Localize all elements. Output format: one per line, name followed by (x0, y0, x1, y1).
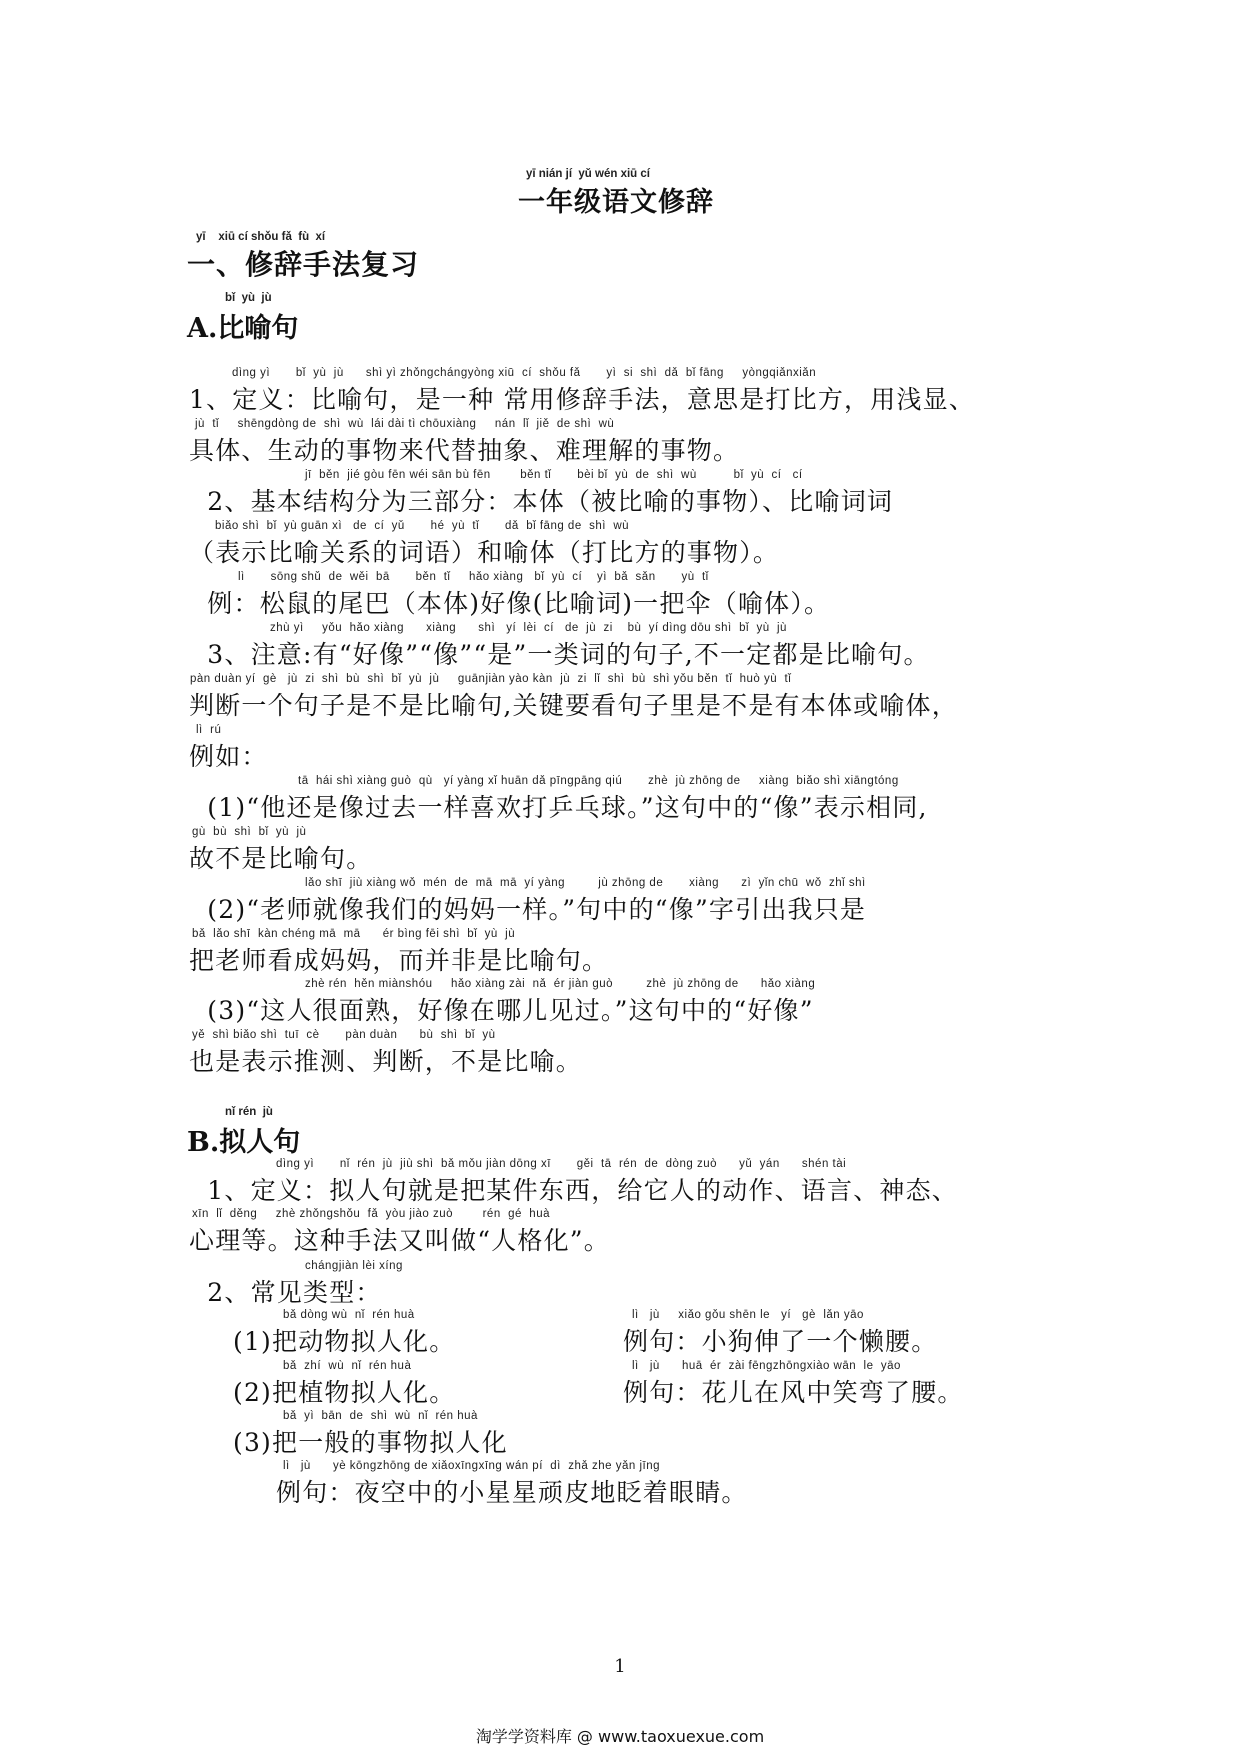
text-line: (3)“这人很面熟，好像在哪儿见过。”这句中的“好像” (189, 996, 814, 1025)
subsection-b-pinyin: nǐ rén jù (225, 1106, 273, 1118)
type-item: (3)把一般的事物拟人化 (233, 1428, 508, 1457)
text-line: 1、定义：拟人句就是把某件东西，给它人的动作、语言、神态、 (189, 1176, 959, 1205)
type-item: (2)把植物拟人化。 (233, 1378, 456, 1407)
pinyin-line: zhè rén hěn miànshóu hǎo xiàng zài nǎ ér jiàn guò zhè jù zhōng de hǎo xiàng (305, 978, 816, 990)
pinyin-line: bǎ dòng wù nǐ rén huà (283, 1309, 415, 1321)
text-line: 把老师看成妈妈，而并非是比喻句。 (189, 946, 609, 975)
type-item: (1)把动物拟人化。 (233, 1327, 456, 1356)
text-line: 例：松鼠的尾巴（本体)好像(比喻词)一把伞（喻体）。 (189, 589, 831, 618)
pinyin-line: chángjiàn lèi xíng (305, 1260, 403, 1272)
text-line: (2)“老师就像我们的妈妈一样。”句中的“像”字引出我只是 (189, 895, 867, 924)
pinyin-line: jù tǐ shēngdòng de shì wù lái dài tì chōuxiàng nán lǐ jiě de shì wù (195, 418, 615, 430)
text-line: 1、定义：比喻句，是一种 常用修辞手法，意思是打比方，用浅显、 (189, 385, 976, 414)
pinyin-line: lì jù xiǎo gǒu shēn le yí gè lǎn yāo (632, 1309, 864, 1321)
pinyin-line: lì sōng shǔ de wěi bā běn tǐ hǎo xiàng bǐ yù cí yì bǎ sǎn yù tǐ (238, 571, 709, 583)
text-line: 2、基本结构分为三部分：本体（被比喻的事物）、比喻词词 (189, 487, 894, 516)
pinyin-line: lì jù huā ér zài fēngzhōngxiào wān le yāo (632, 1360, 901, 1372)
pinyin-line: bǎ yì bān de shì wù nǐ rén huà (283, 1410, 478, 1422)
pinyin-line: pàn duàn yí gè jù zi shì bù shì bǐ yù jù guānjiàn yào kàn jù zi lǐ shì bù shì yǒu běn tǐ huò yù tǐ (190, 673, 792, 685)
text-line: 3、注意:有“好像”“像”“是”一类词的句子,不一定都是比喻句。 (189, 640, 930, 669)
text-line: （表示比喻关系的词语）和喻体（打比方的事物）。 (189, 538, 780, 567)
pinyin-line: lì jù yè kōngzhōng de xiǎoxīngxīng wán pí dì zhǎ zhe yǎn jīng (283, 1460, 661, 1472)
text-line: 判断一个句子是不是比喻句,关键要看句子里是不是有本体或喻体， (189, 691, 958, 720)
text-line: (1)“他还是像过去一样喜欢打乒乓球。”这句中的“像”表示相同, (189, 793, 928, 822)
text-line: 心理等。这种手法又叫做“人格化”。 (189, 1226, 610, 1255)
example-sentence: 例句：花儿在风中笑弯了腰。 (623, 1378, 964, 1407)
text-line: 故不是比喻句。 (189, 844, 373, 873)
pinyin-line: bǎ lǎo shī kàn chéng mā mā ér bìng fēi shì bǐ yù jù (192, 928, 516, 940)
page-number: 1 (614, 1656, 626, 1677)
text-line: 例如： (189, 742, 268, 771)
pinyin-line: xīn lǐ děng zhè zhǒngshǒu fǎ yòu jiào zuò rén gé huà (192, 1208, 550, 1220)
page-title: 一年级语文修辞 (518, 187, 714, 218)
pinyin-line: zhù yì yǒu hǎo xiàng xiàng shì yí lèi cí de jù zi bù yí dìng dōu shì bǐ yù jù (270, 622, 787, 634)
pinyin-line: bǎ zhí wù nǐ rén huà (283, 1360, 412, 1372)
pinyin-line: yě shì biǎo shì tuī cè pàn duàn bù shì bǐ yù (192, 1029, 496, 1041)
pinyin-line: tā hái shì xiàng guò qù yí yàng xǐ huān dǎ pīngpāng qiú zhè jù zhōng de xiàng biǎo shì xiāngtóng (298, 775, 899, 787)
pinyin-line: dìng yì bǐ yù jù shì yì zhǒngchángyòng xiū cí shǒu fǎ yì si shì dǎ bǐ fāng yòngqiǎnxiǎn (232, 367, 817, 379)
subsection-a-pinyin: bǐ yù jù (225, 292, 272, 304)
example-sentence: 例句：夜空中的小星星顽皮地眨着眼睛。 (276, 1478, 748, 1507)
text-line: 具体、生动的事物来代替抽象、难理解的事物。 (189, 436, 740, 465)
pinyin-line: dìng yì nǐ rén jù jiù shì bǎ mǒu jiàn dōng xī gěi tā rén de dòng zuò yǔ yán shén tài (276, 1158, 847, 1170)
pinyin-line: biǎo shì bǐ yù guān xì de cí yǔ hé yù tǐ dǎ bǐ fāng de shì wù (215, 520, 630, 532)
section-heading-pinyin: yī xiū cí shǒu fǎ fù xí (196, 231, 326, 243)
example-sentence: 例句：小狗伸了一个懒腰。 (623, 1327, 938, 1356)
subsection-a-heading: A.比喻句 (187, 313, 299, 344)
text-line: 2、常见类型： (189, 1278, 382, 1307)
pinyin-line: gù bù shì bǐ yù jù (192, 826, 307, 838)
pinyin-line: lǎo shī jiù xiàng wǒ mén de mā mā yí yàng jù zhōng de xiàng zì yǐn chū wǒ zhǐ shì (305, 877, 866, 889)
pinyin-line: jī běn jié gòu fēn wéi sān bù fēn běn tǐ bèi bǐ yù de shì wù bǐ yù cí cí (305, 469, 803, 481)
footer-watermark: 淘学学资料库 @ www.taoxuexue.com (475, 1727, 765, 1746)
section-heading: 一、修辞手法复习 (187, 248, 420, 281)
subsection-b-heading: B.拟人句 (187, 1127, 301, 1158)
title-pinyin: yī nián jí yǔ wén xiū cí (526, 168, 650, 180)
pinyin-line: lì rú (196, 724, 222, 736)
text-line: 也是表示推测、判断，不是比喻。 (189, 1047, 583, 1076)
